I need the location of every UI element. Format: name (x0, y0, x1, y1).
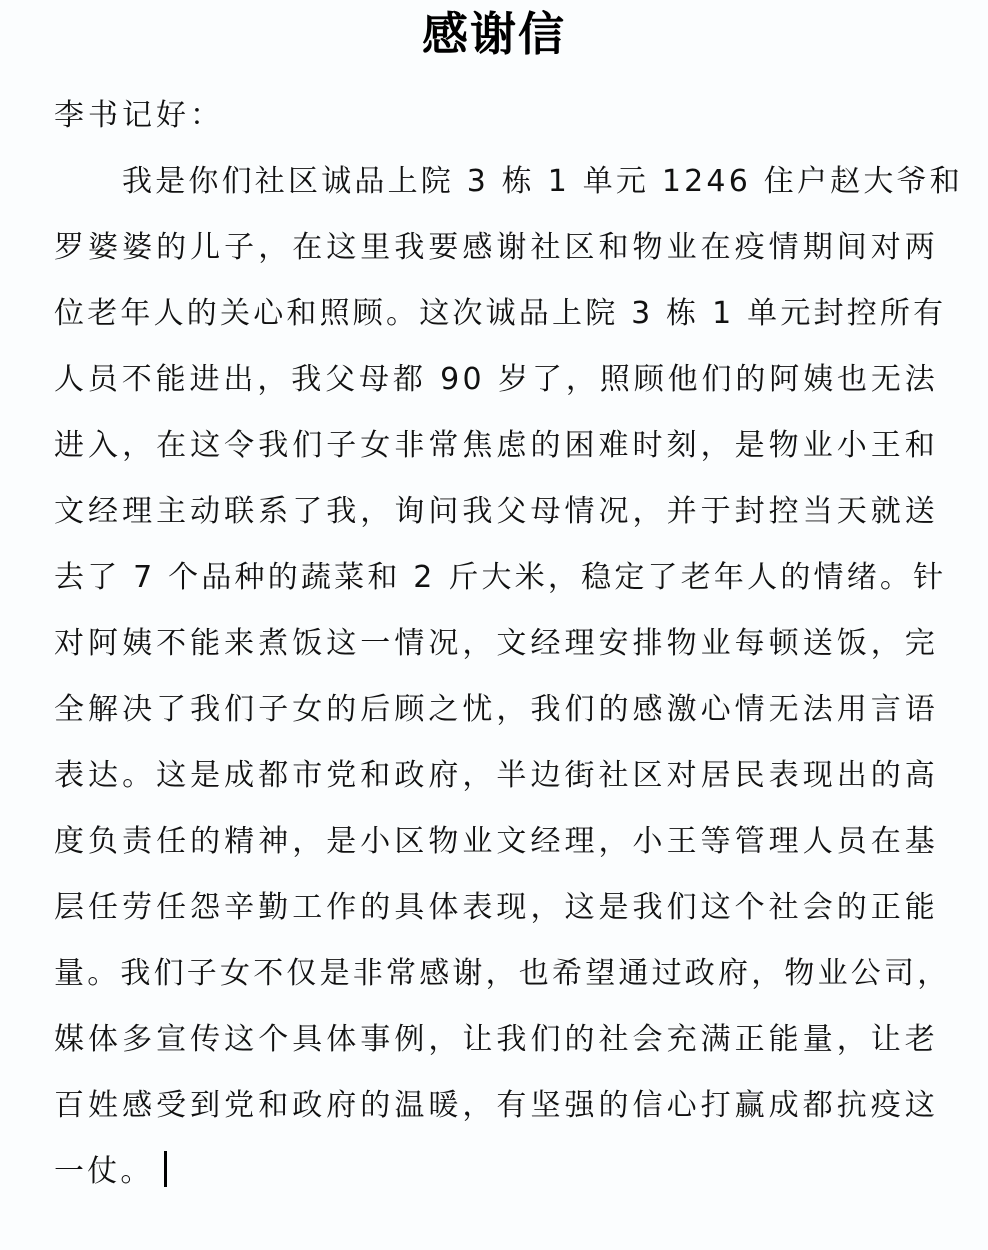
body-line: 媒体多宣传这个具体事例，让我们的社会充满正能量，让老 (54, 1022, 938, 1057)
body-line: 人员不能进出，我父母都 90 岁了，照顾他们的阿姨也无法 (54, 362, 938, 397)
body-line: 量。我们子女不仅是非常感谢，也希望通过政府，物业公司， (54, 956, 951, 991)
body-line: 度负责任的精神，是小区物业文经理，小王等管理人员在基 (54, 824, 938, 859)
salutation: 李书记好： (54, 98, 224, 133)
body-line: 罗婆婆的儿子，在这里我要感谢社区和物业在疫情期间对两 (54, 230, 938, 265)
body-line: 百姓感受到党和政府的温暖，有坚强的信心打赢成都抗疫这 (54, 1088, 938, 1123)
body-line: 文经理主动联系了我，询问我父母情况，并于封控当天就送 (54, 494, 938, 529)
body-line: 层任劳任怨辛勤工作的具体表现，这是我们这个社会的正能 (54, 890, 938, 925)
document-title: 感谢信 (422, 7, 566, 61)
body-line: 对阿姨不能来煮饭这一情况，文经理安排物业每顿送饭，完 (54, 626, 938, 661)
text-cursor (164, 1151, 167, 1187)
body-line: 进入，在这令我们子女非常焦虑的困难时刻，是物业小王和 (54, 428, 938, 463)
body-line: 位老年人的关心和照顾。这次诚品上院 3 栋 1 单元封控所有 (54, 296, 947, 331)
letter-body[interactable] (54, 160, 963, 1216)
body-line-text: 一仗。 (54, 1154, 154, 1189)
body-line: 去了 7 个品种的蔬菜和 2 斤大米，稳定了老年人的情绪。针 (54, 560, 947, 595)
body-line: 我是你们社区诚品上院 3 栋 1 单元 1246 住户赵大爷和 (122, 164, 963, 199)
body-line: 全解决了我们子女的后顾之忧，我们的感激心情无法用言语 (54, 692, 938, 727)
body-line: 表达。这是成都市党和政府，半边街社区对居民表现出的高 (54, 758, 938, 793)
body-line-last (54, 1150, 938, 1216)
